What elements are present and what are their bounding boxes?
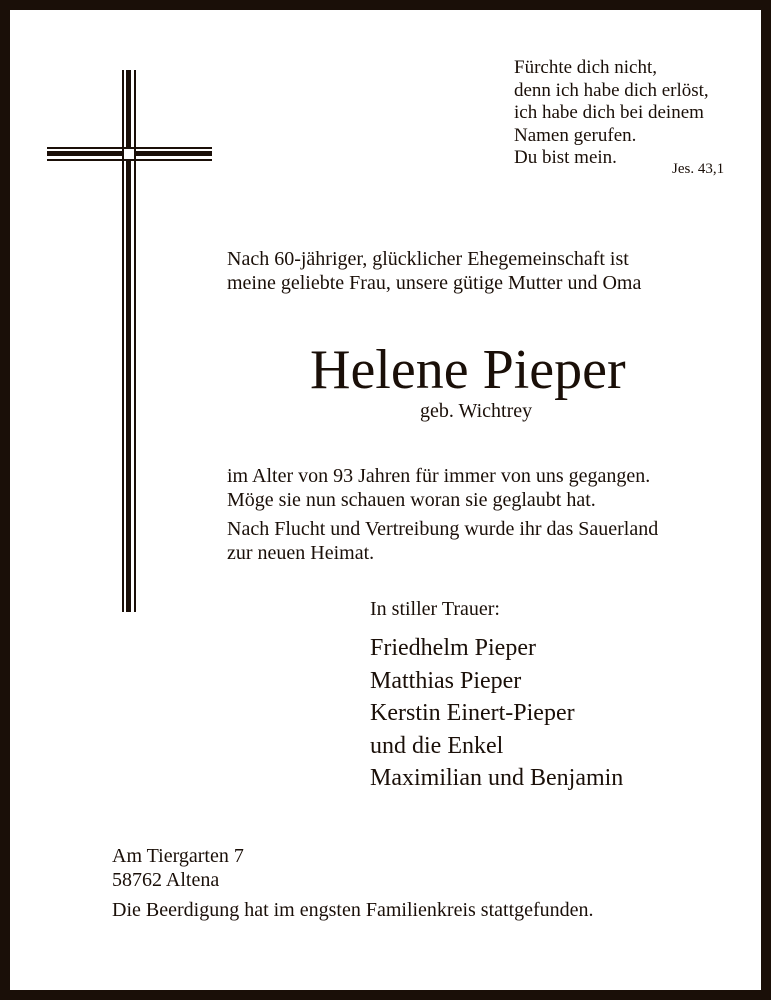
verse-line: denn ich habe dich erlöst, — [514, 79, 709, 101]
burial-note: Die Beerdigung hat im engsten Familienkreis stattgefunden. — [112, 899, 594, 921]
bible-verse — [514, 57, 709, 170]
mourner: Matthias Pieper — [370, 667, 522, 694]
intro-text — [227, 247, 641, 295]
intro-line: Nach 60-jähriger, glücklicher Ehegemeinschaft ist — [227, 248, 629, 270]
age-text — [227, 464, 650, 512]
text-line: Nach Flucht und Vertreibung wurde ihr das Sauerland — [227, 518, 659, 540]
mourner: Maximilian und Benjamin — [370, 765, 624, 791]
birth-name: geb. Wichtrey — [420, 400, 533, 422]
text-line: zur neuen Heimat. — [227, 542, 375, 564]
address — [112, 844, 244, 892]
deceased-name: Helene Pieper — [310, 339, 626, 401]
mourner: und die Enkel — [370, 732, 504, 759]
address-line: Am Tiergarten 7 — [112, 845, 244, 867]
obituary-page — [10, 10, 761, 990]
text-line: im Alter von 93 Jahren für immer von uns gegangen. — [227, 465, 651, 487]
verse-line: Namen gerufen. — [514, 124, 637, 146]
verse-line: Du bist mein. — [514, 147, 617, 168]
text-line: Möge sie nun schauen woran sie geglaubt hat. — [227, 489, 596, 511]
mourner: Friedhelm Pieper — [370, 635, 536, 661]
mourners-list — [370, 632, 623, 795]
homeland-text — [227, 517, 658, 565]
verse-reference: Jes. 43,1 — [672, 161, 725, 177]
intro-line: meine geliebte Frau, unsere gütige Mutter und Oma — [227, 272, 642, 294]
mourning-label: In stiller Trauer: — [370, 598, 500, 620]
address-line: 58762 Altena — [112, 869, 220, 891]
mourner: Kerstin Einert-Pieper — [370, 700, 575, 726]
verse-line: ich habe dich bei deinem — [514, 102, 704, 123]
verse-line: Fürchte dich nicht, — [514, 57, 657, 78]
